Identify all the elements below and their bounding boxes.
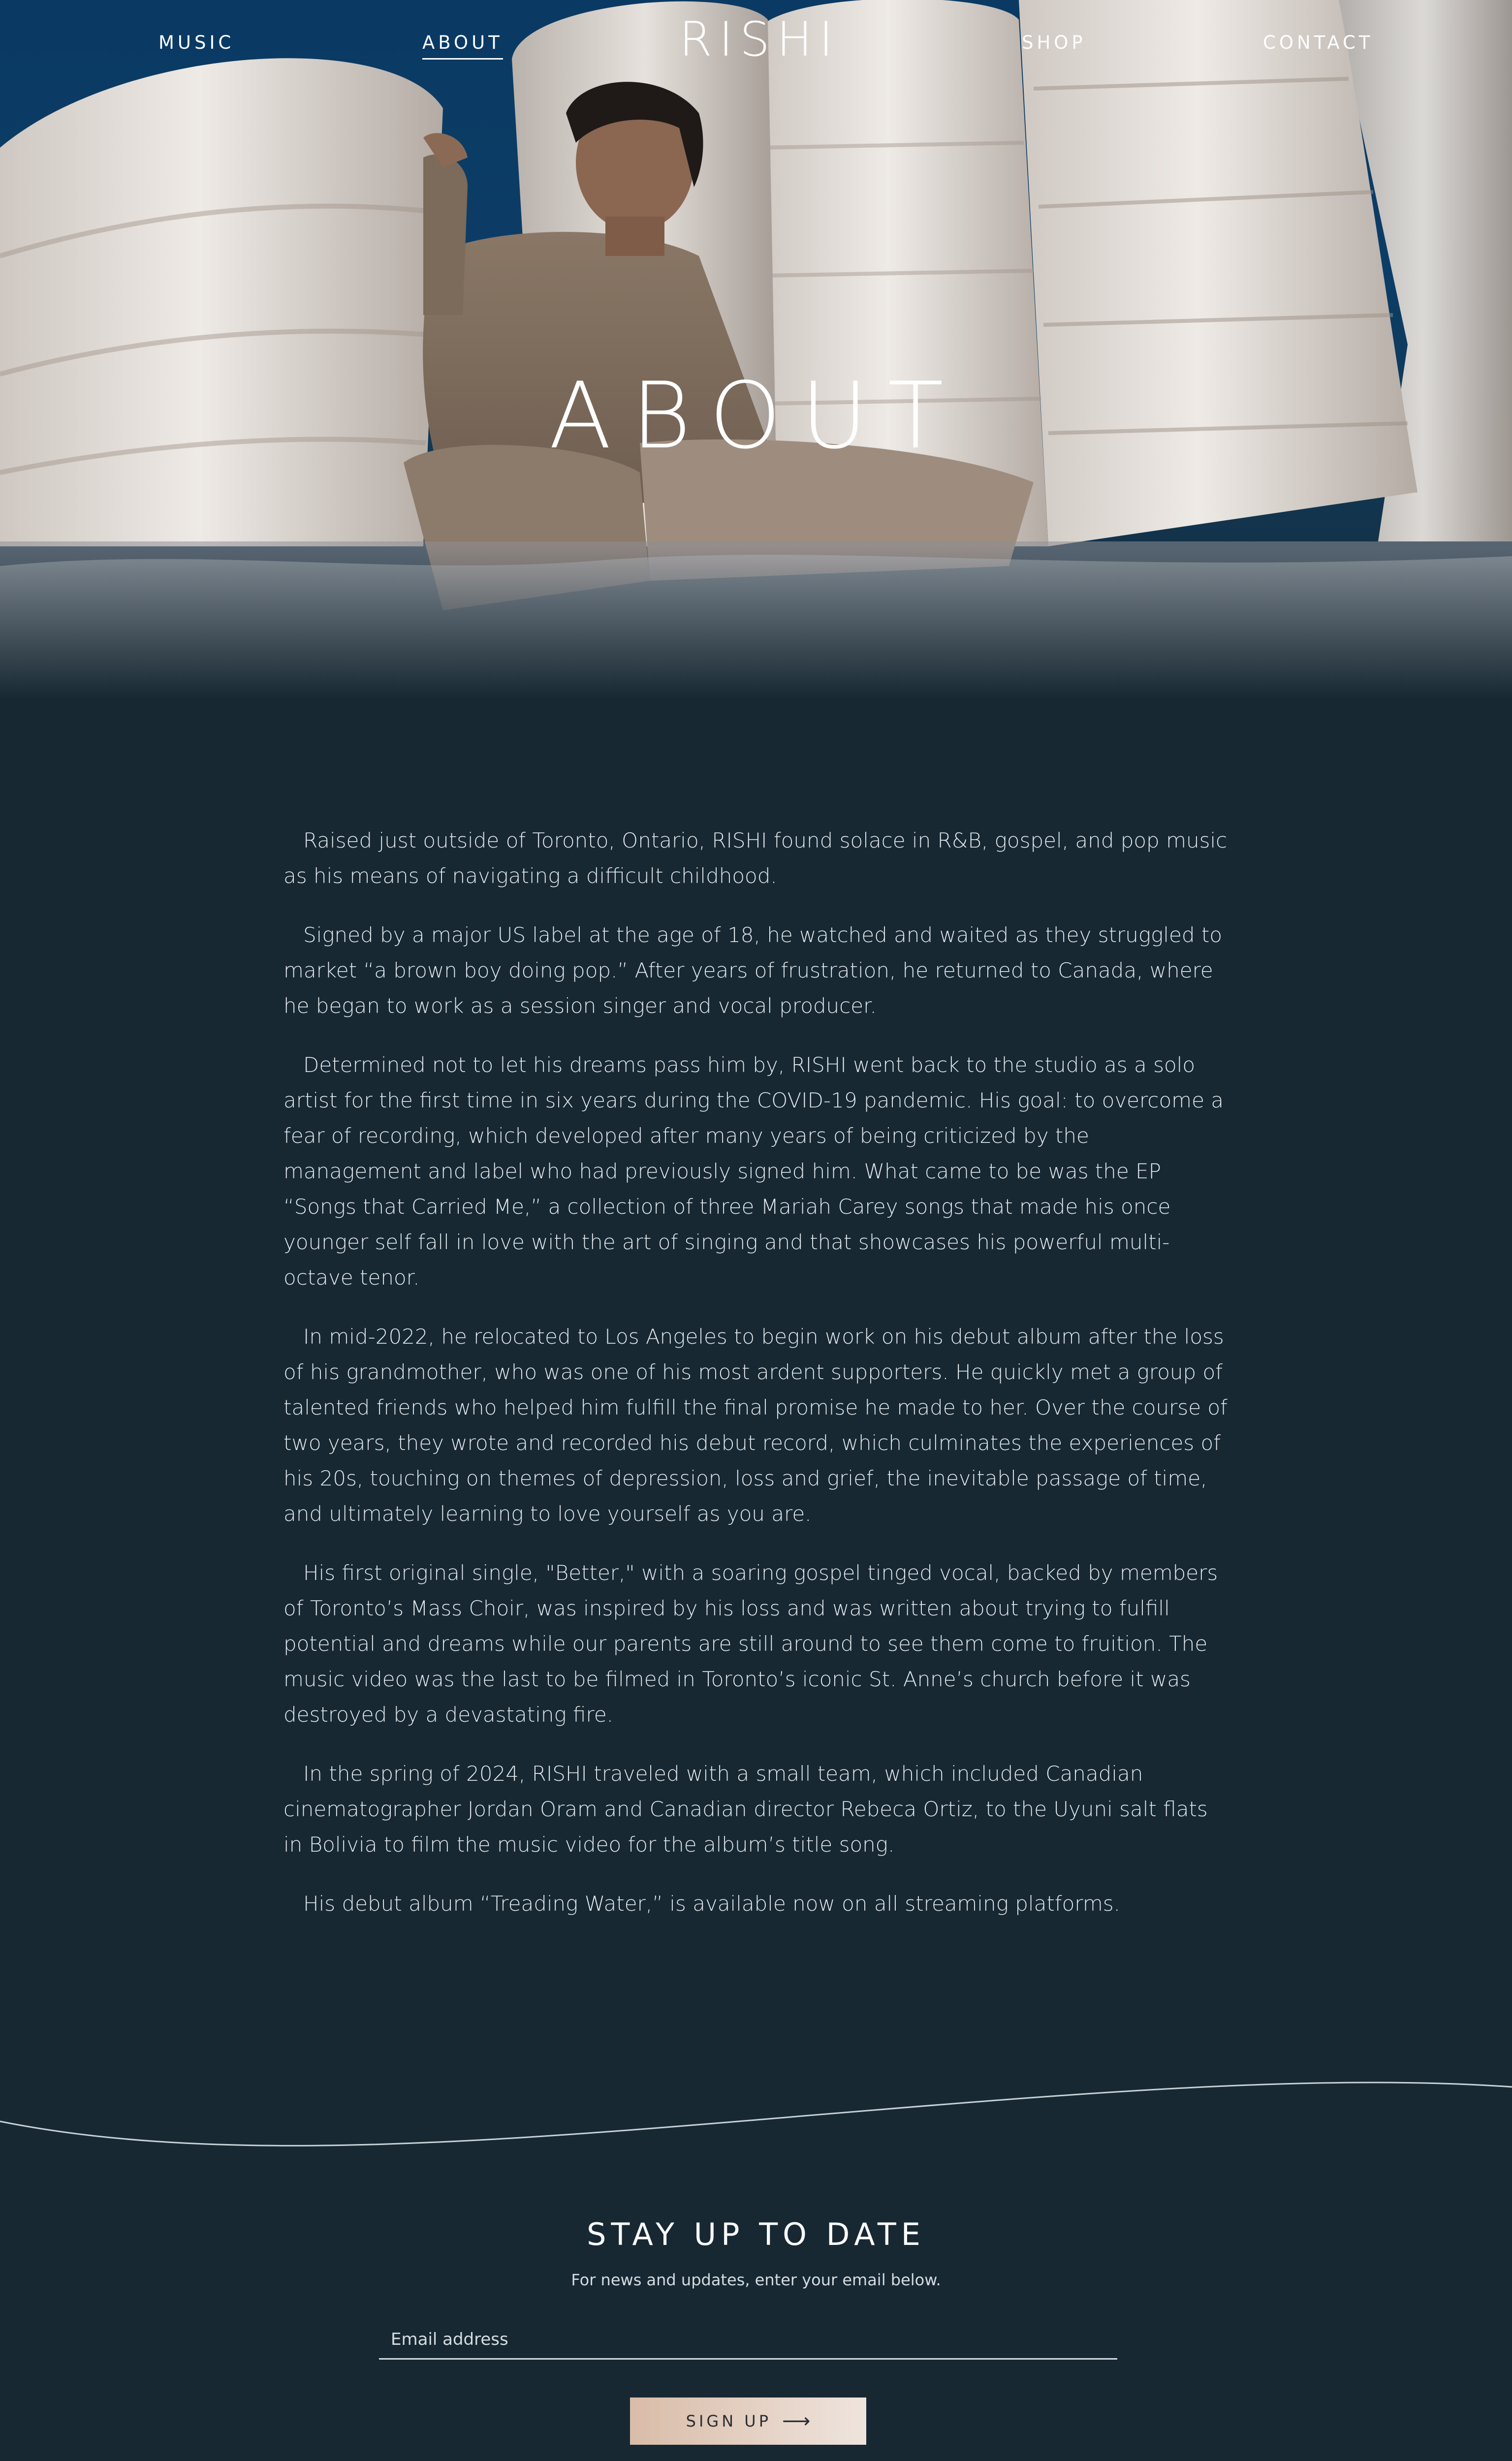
bio-section: [284, 823, 1228, 1945]
bio-paragraph: His debut album “Treading Water,” is available now on all streaming platforms.: [303, 1892, 1120, 1916]
newsletter-title: STAY UP TO DATE: [587, 2216, 925, 2252]
arrow-right-icon: ⟶: [782, 2410, 811, 2432]
signup-label: SIGN UP: [686, 2412, 772, 2430]
bio-paragraph: His first original single, "Better," with a soaring gospel tinged vocal, backed by members of Toronto’s Mass Choir, was inspired by his loss and was written about trying to fulfill potential and dreams while our parents are still around to see them come to fruition. The music video was the last to be filmed in Toronto’s iconic St. Anne’s church before it was destroyed by a devastating fire.: [284, 1561, 1218, 1727]
wave-divider: [0, 2067, 1512, 2156]
signup-button[interactable]: [630, 2398, 866, 2445]
email-field[interactable]: [379, 2320, 1117, 2360]
hero-section: [0, 0, 1512, 699]
newsletter-subtitle: For news and updates, enter your email below.: [571, 2271, 941, 2289]
nav-shop-link[interactable]: SHOP: [1022, 32, 1086, 53]
hero-fade-overlay: [0, 546, 1512, 699]
bio-paragraph: Raised just outside of Toronto, Ontario, RISHI found solace in R&B, gospel, and pop music as his means of navigating a difficult childhood.: [284, 828, 1228, 888]
bio-paragraph: In the spring of 2024, RISHI traveled with a small team, which included Canadian cinematographer Jordan Oram and Canadian director Rebeca Ortiz, to the Uyuni salt flats in Bolivia to film the music video for the album’s title song.: [284, 1762, 1208, 1857]
bio-paragraph: Signed by a major US label at the age of 18, he watched and waited as they struggled to market “a brown boy doing pop.” After years of frustration, he returned to Canada, where he began to work as a session singer and vocal producer.: [284, 923, 1223, 1018]
nav-music-link[interactable]: MUSIC: [158, 32, 235, 53]
bio-paragraph: In mid-2022, he relocated to Los Angeles to begin work on his debut album after the loss of his grandmother, who was one of his most ardent supporters. He quickly met a group of talented friends who helped him fulfill the final promise he made to her. Over the course of two years, they wrote and recorded his debut record, which culminates the experiences of his 20s, touching on themes of depression, loss and grief, the inevitable passage of time, and ultimately learning to love yourself as you are.: [284, 1325, 1228, 1526]
nav-contact-link[interactable]: CONTACT: [1263, 32, 1374, 53]
nav-about-link[interactable]: ABOUT: [422, 31, 503, 60]
page-title: ABOUT: [549, 362, 963, 469]
bio-paragraph: Determined not to let his dreams pass him by, RISHI went back to the studio as a solo artist for the first time in six years during the COVID-19 pandemic. His goal: to overcome a fear of recording, which developed after many years of being criticized by the management and label who had previously signed him. What came to be was the EP “Songs that Carried Me,” a collection of three Mariah Carey songs that made his once younger self fall in love with the art of singing and that showcases his powerful multi-octave tenor.: [284, 1053, 1224, 1290]
site-logo[interactable]: RISHI: [679, 12, 840, 67]
